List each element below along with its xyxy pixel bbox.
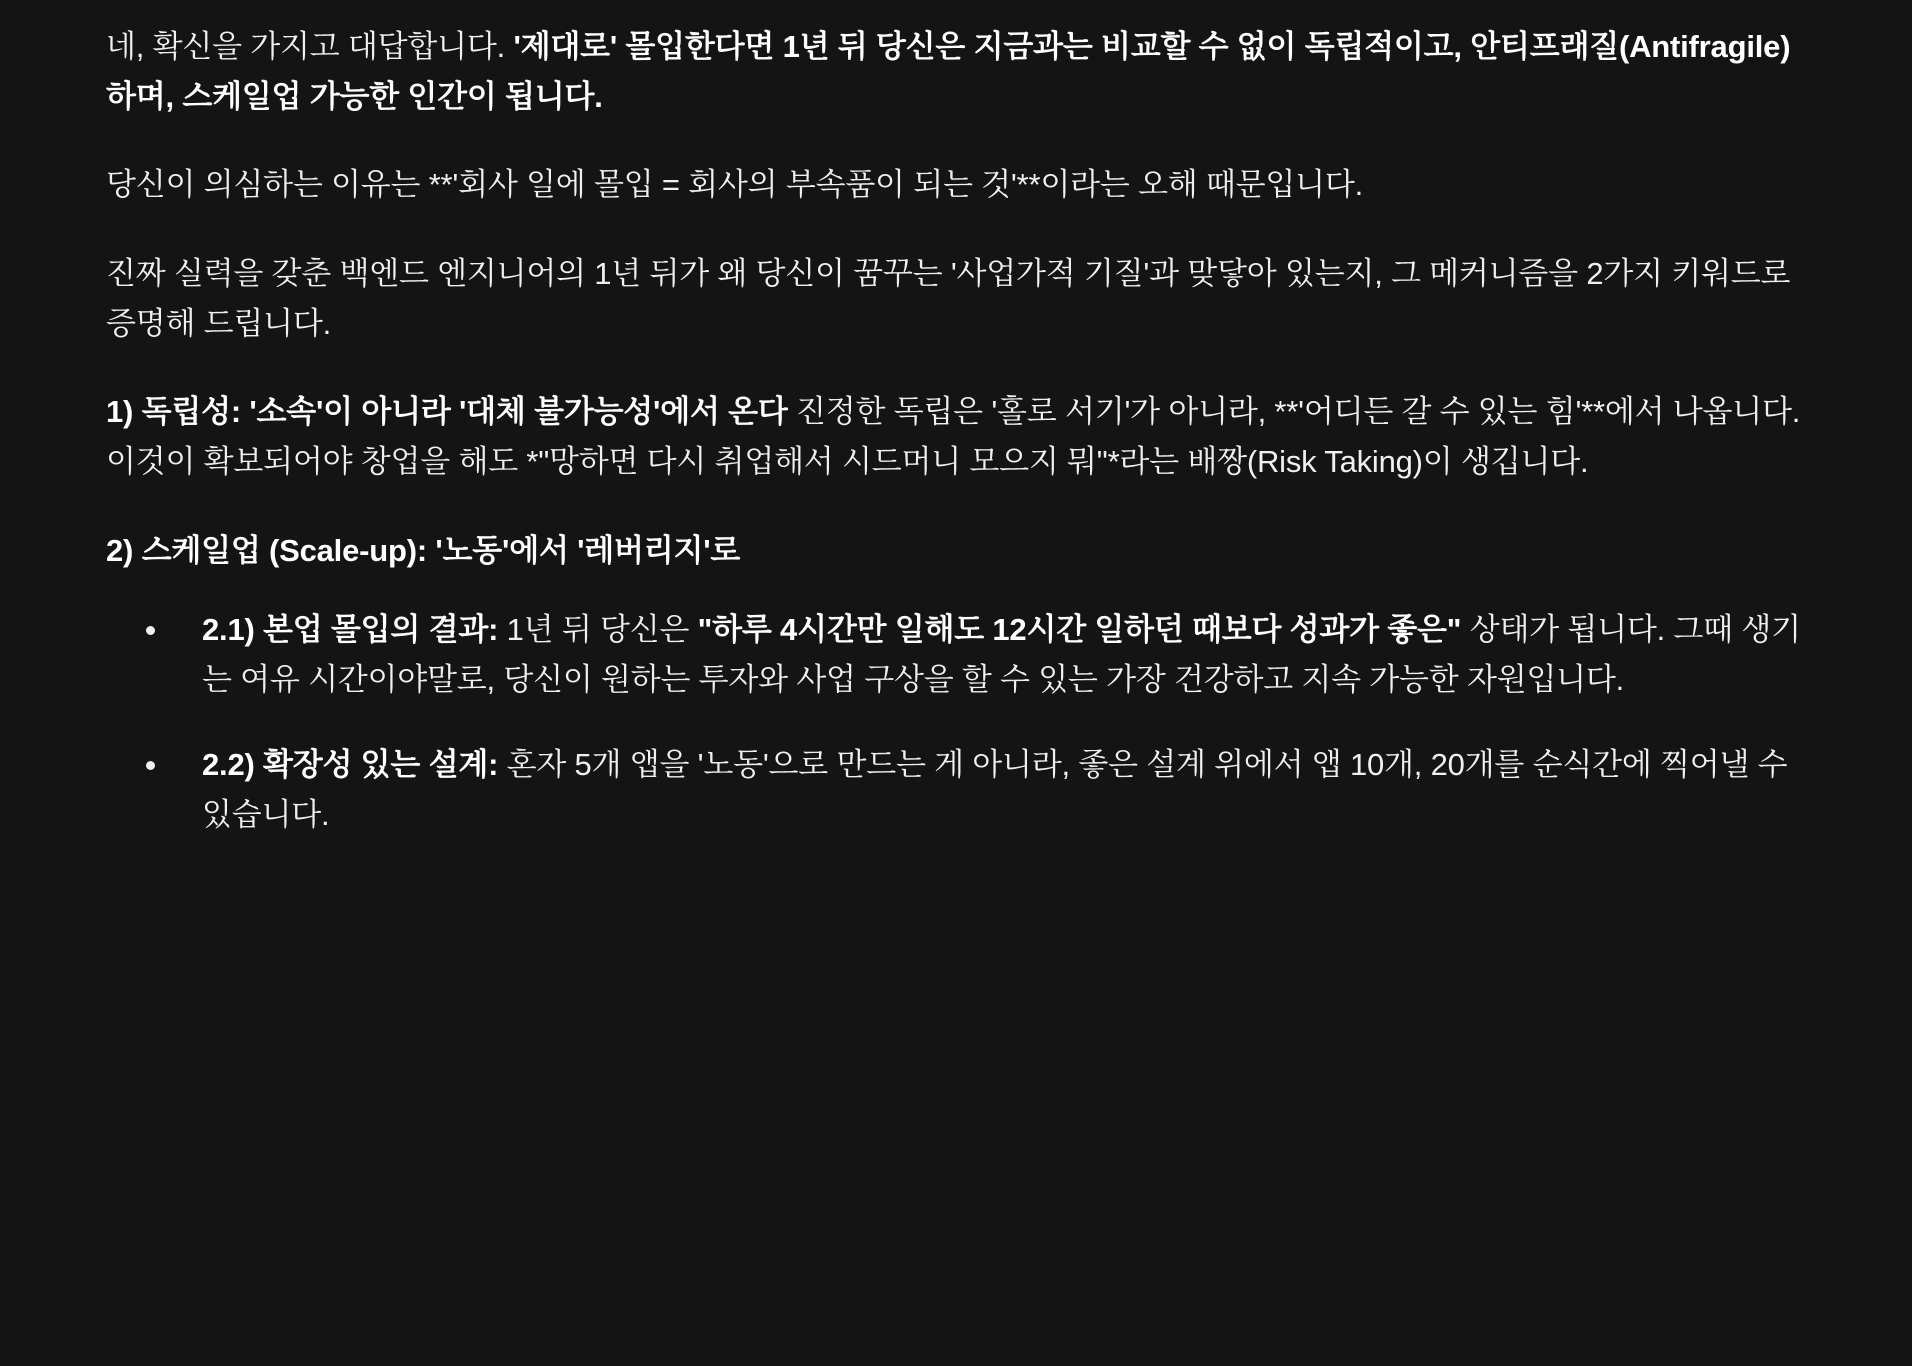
list-item xyxy=(106,740,1806,840)
bullet-dot-icon xyxy=(146,761,155,770)
list-item xyxy=(106,605,1806,705)
bullet-dot-icon xyxy=(146,626,155,635)
list-item-text-before: 1년 뒤 당신은 xyxy=(498,612,698,648)
list-item-text-after: 상태가 됩니다. 그때 생기는 여유 시간이야말로, 당신이 원하는 투자와 사업 구상을 할 수 있는 가장 건강하고 지속 가능한 자원입니다. xyxy=(202,612,1801,698)
list-item-quote: "하루 4시간만 일해도 12시간 일하던 때보다 성과가 좋은" xyxy=(697,612,1462,648)
paragraph-mechanism-intro: 진짜 실력을 갖춘 백엔드 엔지니어의 1년 뒤가 왜 당신이 꿈꾸는 '사업가적 기질'과 맞닿아 있는지, 그 메커니즘을 2가지 키워드로 증명해 드립니다. xyxy=(106,255,1791,341)
paragraph-intro-emphasis: '제대로' 몰입한다면 1년 뒤 당신은 지금과는 비교할 수 없이 독립적이고, 안티프래질(Antifragile)하며, 스케일업 가능한 인간이 됩니다. xyxy=(106,29,1791,115)
list-item-label: 2.2) 확장성 있는 설계: xyxy=(202,746,499,782)
paragraph-intro xyxy=(106,22,1806,122)
scaleup-bullet-list xyxy=(106,605,1806,840)
paragraph-intro-lead: 네, 확신을 가지고 대답합니다. xyxy=(106,29,514,64)
list-item-text-before: 혼자 5개 앱을 '노동'으로 만드는 게 아니라, 좋은 설계 위에서 앱 10개, 20개를 순식간에 찍어낼 수 있습니다. xyxy=(202,746,1788,832)
section-independence-heading: 1) 독립성: '소속'이 아니라 '대체 불가능성'에서 온다 xyxy=(106,394,788,430)
list-item-label: 2.1) 본업 몰입의 결과: xyxy=(202,612,499,648)
section-independence xyxy=(106,387,1806,487)
section-independence-body: 진정한 독립은 '홀로 서기'가 아니라, **'어디든 갈 수 있는 힘'**에서 나옵니다. 이것이 확보되어야 창업을 해도 *"망하면 다시 취업해서 시드머니 모으지 뭐"*라는 배짱(Risk Taking)이 생깁니다. xyxy=(106,394,1801,480)
document-body xyxy=(106,22,1806,840)
section-scaleup-heading: 2) 스케일업 (Scale-up): '노동'에서 '레버리지'로 xyxy=(106,532,741,568)
paragraph-doubt-reason: 당신이 의심하는 이유는 **'회사 일에 몰입 = 회사의 부속품이 되는 것'**이라는 오해 때문입니다. xyxy=(106,167,1364,203)
